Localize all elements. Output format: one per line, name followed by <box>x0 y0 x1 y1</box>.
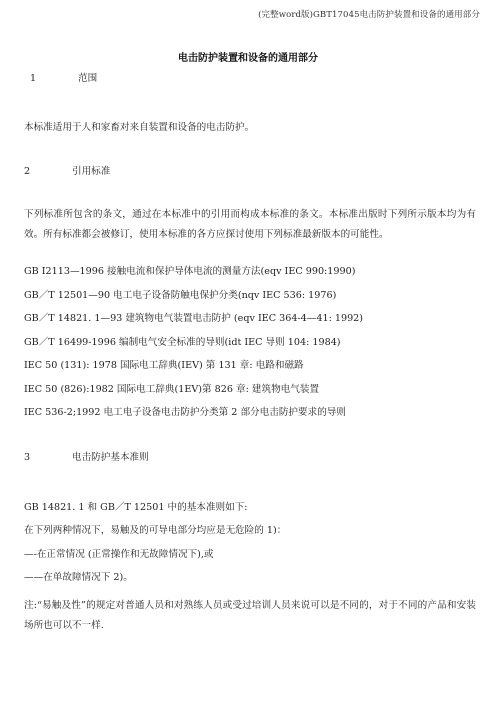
section-3-number: 3 <box>24 452 31 463</box>
reference-item: GB／T 12501—90 电工电子设备防触电保护分类(nqv IEC 536: 1976) <box>24 290 337 301</box>
section-2-number: 2 <box>24 166 31 177</box>
reference-item: IEC 536-2;1992 电工电子设备电击防护分类第 2 部分电击防护要求的导则 <box>24 407 346 418</box>
page-header: (完整word版)GBT17045电击防护装置和设备的通用部分 <box>258 10 480 20</box>
section-3-note: 注:“易触及性”的规定对普通人员和对熟练人员或受过培训人员来说可以是不同的，对于不同的产品和安装场所也可以不一样. <box>24 600 476 631</box>
section-2-heading <box>24 166 110 178</box>
section-3-title: 电击防护基本准则 <box>72 452 149 463</box>
section-3-line: GB 14821. 1 和 GB／T 12501 中的基本准则如下: <box>24 502 248 513</box>
reference-item: IEC 50 (131): 1978 国际电工辞典(IEV) 第 131 章: 电路和磁路 <box>24 360 304 371</box>
section-2-intro: 下列标准所包含的条文，通过在本标准中的引用而构成本标准的条文。本标准出版时下列所示版本均为有效。所有标准都会被修订，使用本标准的各方应探讨使用下列标准最新版本的可能性。 <box>24 209 476 240</box>
section-1-title: 范围 <box>78 73 98 84</box>
section-1-heading <box>30 73 97 85</box>
section-3-line: —-在正常情况 (正常操作和无故障情况下),或 <box>24 549 214 560</box>
reference-item: GB／T 14821. 1—93 建筑物电气装置电击防护 (eqv IEC 364-4—41: 1992) <box>24 313 364 324</box>
reference-item: GB／T 16499-1996 编制电气安全标准的导则(idt IEC 导则 104: 1984) <box>24 337 341 348</box>
section-3-line: 在下列两种情况下，易触及的可导电部分均应是无危险的 1)： <box>24 525 287 536</box>
section-2-title: 引用标准 <box>72 166 111 177</box>
reference-item: IEC 50 (826):1982 国际电工辞典(1EV)第 826 章: 建筑物电气装置 <box>24 384 320 395</box>
reference-item: GB I2113—1996 接触电流和保护导体电流的测量方法(eqv IEC 990:1990) <box>24 266 356 277</box>
section-3-heading <box>24 452 149 464</box>
document-title: 电击防护装置和设备的通用部分 <box>178 53 318 64</box>
section-1-number: 1 <box>30 73 37 84</box>
section-1-body: 本标准适用于人和家畜对来自装置和设备的电击防护。 <box>24 122 255 133</box>
section-3-line: ——在单故障情况下 2)。 <box>24 572 133 583</box>
